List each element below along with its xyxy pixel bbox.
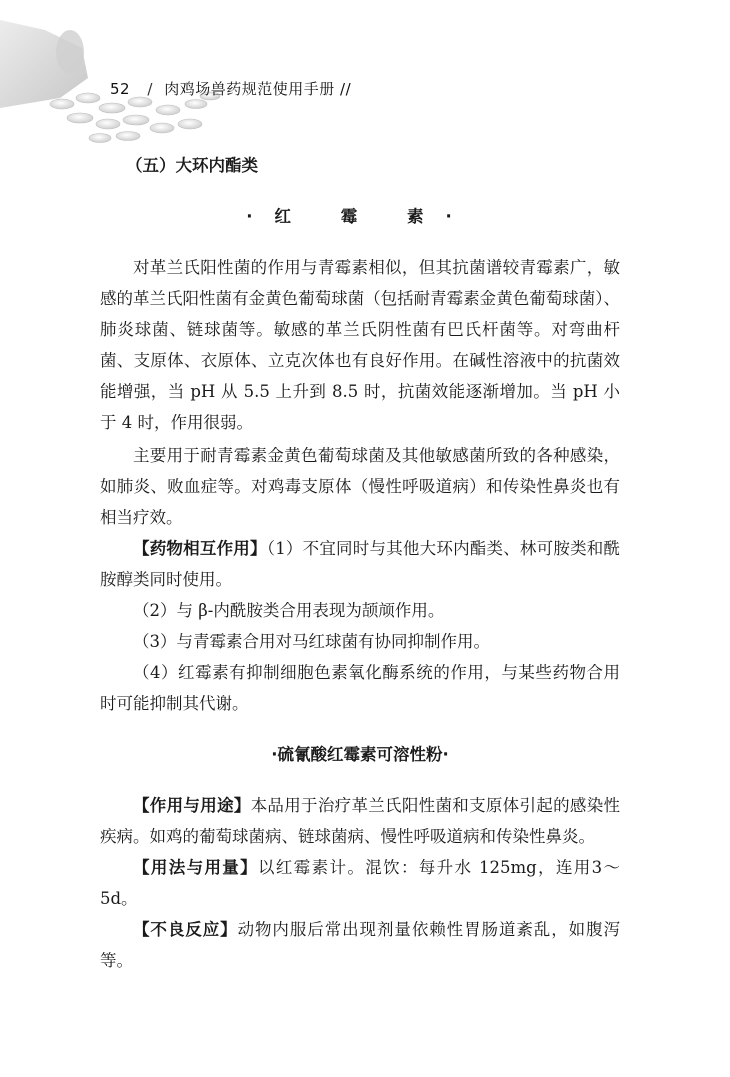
- label-adverse: 【不良反应】: [133, 920, 238, 939]
- label-interactions: 【药物相互作用】: [133, 539, 267, 558]
- paragraph-interactions-1: [100, 533, 620, 595]
- usage-text: 本品用于治疗革兰氏阳性菌和支原体引起的感染性疾病。如鸡的葡萄球菌病、链球菌病、慢性呼吸道病和传染性鼻炎。: [100, 796, 621, 846]
- paragraph-indications: 主要用于耐青霉素金黄色葡萄球菌及其他敏感菌所致的各种感染，如肺炎、败血症等。对鸡毒支原体（慢性呼吸道病）和传染性鼻炎也有相当疗效。: [100, 446, 620, 527]
- header-decoration-pills: [0, 0, 240, 150]
- page-body: [100, 148, 620, 976]
- header-trailing-marks: //: [340, 80, 352, 98]
- drug-heading-erythromycin-thiocyanate: ·硫氰酸红霉素可溶性粉·: [271, 745, 449, 764]
- drug-heading-erythromycin: [100, 201, 620, 232]
- paragraph-adverse: [100, 914, 620, 976]
- paragraph-dosage: [100, 852, 620, 914]
- header-separator: /: [147, 80, 153, 98]
- interaction-item-4: （4）红霉素有抑制细胞色素氧化酶系统的作用，与某些药物合用时可能抑制其代谢。: [100, 663, 620, 713]
- dosage-text: 以红霉素计。混饮：每升水 125mg，连用3～5d。: [100, 858, 621, 908]
- section-heading: （五）大环内酯类: [126, 156, 258, 175]
- label-dosage: 【用法与用量】: [133, 858, 259, 877]
- adverse-text: 动物内服后常出现剂量依赖性胃肠道紊乱，如腹泻等。: [100, 920, 621, 970]
- drug-title-text: ·红 霉 素·: [246, 207, 474, 226]
- label-usage: 【作用与用途】: [133, 796, 251, 815]
- interaction-item-1: （1）不宜同时与其他大环内酯类、林可胺类和酰胺醇类同时使用。: [100, 539, 621, 589]
- book-title: 肉鸡场兽药规范使用手册: [164, 80, 335, 98]
- paragraph-usage: [100, 790, 620, 852]
- interaction-item-2: （2）与 β-内酰胺类合用表现为颉颃作用。: [133, 601, 445, 620]
- running-header: [110, 78, 351, 99]
- interaction-item-3: （3）与青霉素合用对马红球菌有协同抑制作用。: [133, 632, 490, 651]
- paragraph-spectrum: 对革兰氏阳性菌的作用与青霉素相似，但其抗菌谱较青霉素广，敏感的革兰氏阳性菌有金黄色葡萄球菌（包括耐青霉素金黄色葡萄球菌）、肺炎球菌、链球菌等。敏感的革兰氏阴性菌有巴氏杆菌等。对弯曲杆菌、支原体、衣原体、立克次体也有良好作用。在碱性溶液中的抗菌效能增强，当 pH 从 5.5 上升到 8.5 时，抗菌效能逐渐增加。当 pH 小于 4 时，作用很弱。: [100, 258, 620, 432]
- page-number: 52: [110, 80, 131, 98]
